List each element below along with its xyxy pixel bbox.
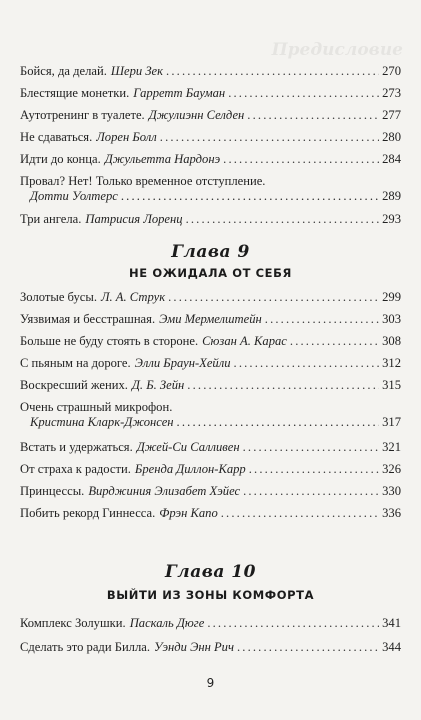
chapter-label: Глава 10 bbox=[165, 562, 256, 582]
entry-title: Комплекс Золушки. bbox=[20, 616, 126, 630]
entry-title: Золотые бусы. bbox=[20, 290, 97, 304]
entry-title: Принцессы. bbox=[20, 484, 85, 498]
toc-entry bbox=[20, 640, 401, 655]
dot-leader bbox=[187, 378, 379, 393]
entry-author: Элли Браун-Хейли bbox=[134, 356, 231, 370]
entry-page: 284 bbox=[382, 152, 401, 166]
entry-page: 308 bbox=[382, 334, 401, 348]
entry-author: Джульетта Нардонэ bbox=[104, 152, 221, 166]
toc-entry bbox=[20, 400, 401, 430]
entry-author: Эми Мермелштейн bbox=[159, 312, 262, 326]
toc-entry bbox=[20, 212, 401, 227]
toc-entry bbox=[20, 312, 401, 327]
entry-author: Джулиэнн Селден bbox=[148, 108, 245, 122]
entry-title: Не сдаваться. bbox=[20, 130, 93, 144]
entry-page: 341 bbox=[382, 616, 401, 630]
chapter-label: Глава 9 bbox=[171, 242, 250, 262]
dot-leader bbox=[121, 189, 379, 204]
dot-leader bbox=[223, 152, 379, 167]
toc-entry bbox=[20, 152, 401, 167]
toc-entry bbox=[20, 86, 401, 101]
toc-entry bbox=[20, 130, 401, 145]
entry-author: Уэнди Энн Рич bbox=[154, 640, 234, 654]
entry-page: 330 bbox=[382, 484, 401, 498]
entry-page: 344 bbox=[382, 640, 401, 654]
dot-leader bbox=[166, 64, 379, 79]
toc-entry bbox=[20, 108, 401, 123]
entry-author: Фрэн Капо bbox=[159, 506, 218, 520]
entry-page: 312 bbox=[382, 356, 401, 370]
entry-title: Блестящие монетки. bbox=[20, 86, 130, 100]
entry-author: Дотти Уолтерс bbox=[30, 189, 118, 203]
entry-author: Лорен Болл bbox=[96, 130, 157, 144]
entry-title: Больше не буду стоять в стороне. bbox=[20, 334, 199, 348]
entry-title: Очень страшный микрофон. bbox=[20, 400, 173, 414]
entry-author: Патрисия Лоренц bbox=[85, 212, 183, 226]
toc-entry bbox=[20, 64, 401, 79]
entry-page: 315 bbox=[382, 378, 401, 392]
entry-title: С пьяным на дороге. bbox=[20, 356, 131, 370]
dot-leader bbox=[186, 212, 380, 227]
entry-page: 273 bbox=[382, 86, 401, 100]
entry-title: Идти до конца. bbox=[20, 152, 101, 166]
toc-entry bbox=[20, 290, 401, 305]
entry-page: 299 bbox=[382, 290, 401, 304]
entry-title: Уязвимая и бесстрашная. bbox=[20, 312, 156, 326]
toc-entry bbox=[20, 440, 401, 455]
entry-author: Джей-Си Салливен bbox=[136, 440, 240, 454]
entry-page: 326 bbox=[382, 462, 401, 476]
dot-leader bbox=[237, 640, 379, 655]
entry-author: Паскаль Дюге bbox=[129, 616, 205, 630]
dot-leader bbox=[243, 484, 379, 499]
dot-leader bbox=[234, 356, 380, 371]
entry-title: Встать и удержаться. bbox=[20, 440, 133, 454]
toc-entry bbox=[20, 484, 401, 499]
dot-leader bbox=[247, 108, 379, 123]
entry-author: Кристина Кларк-Джонсен bbox=[30, 415, 174, 429]
dot-leader bbox=[249, 462, 379, 477]
toc-entry bbox=[20, 506, 401, 521]
toc-entry bbox=[20, 334, 401, 349]
dot-leader bbox=[228, 86, 379, 101]
entry-title: Бойся, да делай. bbox=[20, 64, 107, 78]
chapter-title: НЕ ОЖИДАЛА ОТ СЕБЯ bbox=[129, 266, 292, 280]
toc-entry bbox=[20, 174, 401, 204]
entry-page: 270 bbox=[382, 64, 401, 78]
entry-title: От страха к радости. bbox=[20, 462, 131, 476]
dot-leader bbox=[265, 312, 379, 327]
dot-leader bbox=[168, 290, 379, 305]
entry-author: Шери Зек bbox=[110, 64, 164, 78]
entry-title: Побить рекорд Гиннесса. bbox=[20, 506, 156, 520]
entry-author: Сюзан А. Карас bbox=[202, 334, 287, 348]
dot-leader bbox=[290, 334, 379, 349]
chapter-title: ВЫЙТИ ИЗ ЗОНЫ КОМФОРТА bbox=[106, 588, 315, 602]
dot-leader bbox=[243, 440, 380, 455]
entry-page: 277 bbox=[382, 108, 401, 122]
entry-page: 321 bbox=[382, 440, 401, 454]
entry-title: Аутотренинг в туалете. bbox=[20, 108, 145, 122]
entry-page: 336 bbox=[382, 506, 401, 520]
entry-title: Воскресший жених. bbox=[20, 378, 128, 392]
entry-page: 289 bbox=[382, 189, 401, 203]
toc-entry bbox=[20, 616, 401, 631]
dot-leader bbox=[160, 130, 379, 145]
entry-page: 303 bbox=[382, 312, 401, 326]
entry-title: Три ангела. bbox=[20, 212, 82, 226]
toc-entry bbox=[20, 462, 401, 477]
page-number: 9 bbox=[206, 676, 215, 690]
dot-leader bbox=[221, 506, 379, 521]
entry-author: Бренда Диллон-Карр bbox=[134, 462, 246, 476]
entry-author: Гарретт Бауман bbox=[133, 86, 226, 100]
entry-author: Вирджиния Элизабет Хэйес bbox=[88, 484, 241, 498]
dot-leader bbox=[177, 415, 380, 430]
entry-author: Д. Б. Зейн bbox=[131, 378, 185, 392]
toc-entry bbox=[20, 356, 401, 371]
entry-author: Л. А. Струк bbox=[100, 290, 166, 304]
entry-title: Провал? Нет! Только временное отступление. bbox=[20, 174, 266, 188]
toc-entry bbox=[20, 378, 401, 393]
entry-page: 317 bbox=[382, 415, 401, 429]
dot-leader bbox=[207, 616, 379, 631]
bleed-through-text: Предисловие bbox=[271, 40, 403, 60]
entry-title: Сделать это ради Билла. bbox=[20, 640, 150, 654]
entry-page: 293 bbox=[382, 212, 401, 226]
entry-page: 280 bbox=[382, 130, 401, 144]
